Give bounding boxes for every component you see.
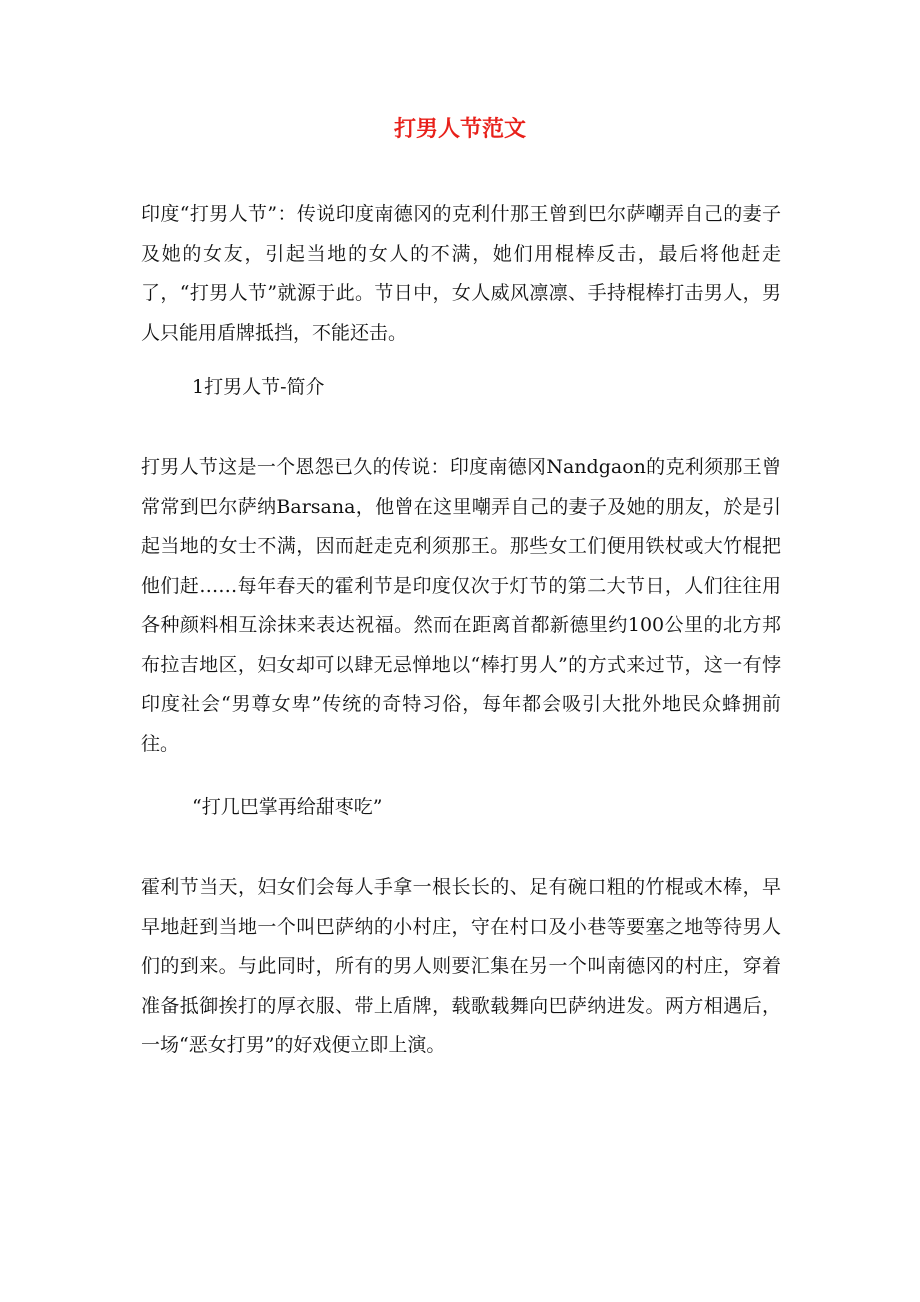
subheading-intro: 1打男人节-简介: [192, 376, 325, 398]
document-title: 打男人节范文: [393, 116, 526, 142]
subheading-quote: “打几巴掌再给甜枣吃”: [192, 796, 383, 818]
paragraph-holi-day: 霍利节当天，妇女们会每人手拿一根长长的、足有碗口粗的竹棍或木棒，早早地赶到当地一个叫巴萨纳的小村庄，守在村口及小巷等要塞之地等待男人们的到来。与此同时，所有的男人则要汇集在另一个叫南德冈的村庄，穿着准备抵御挨打的厚衣服、带上盾牌，载歌载舞向巴萨纳进发。两方相遇后，一场“恶女打男”的好戏便立即上演。: [141, 876, 781, 1056]
paragraph-legend: 打男人节这是一个恩怨已久的传说：印度南德冈Nandgaon的克利须那王曾常常到巴尔萨纳Barsana，他曾在这里嘲弄自己的妻子及她的朋友，於是引起当地的女士不满，因而赶走克利须那王。那些女工们便用铁杖或大竹棍把他们赶……每年春天的霍利节是印度仅次于灯节的第二大节日，人们往往用各种颜料相互涂抹来表达祝福。然而在距离首都新德里约100公里的北方邦布拉吉地区，妇女却可以肆无忌惮地以“棒打男人”的方式来过节，这一有悖印度社会“男尊女卑”传统的奇特习俗，每年都会吸引大批外地民众蜂拥前往。: [141, 456, 781, 755]
paragraph-intro: 印度“打男人节”：传说印度南德冈的克利什那王曾到巴尔萨嘲弄自己的妻子及她的女友，引起当地的女人的不满，她们用棍棒反击，最后将他赶走了，“打男人节”就源于此。节日中，女人威风凛凛、手持棍棒打击男人，男人只能用盾牌抵挡，不能还击。: [141, 203, 781, 344]
